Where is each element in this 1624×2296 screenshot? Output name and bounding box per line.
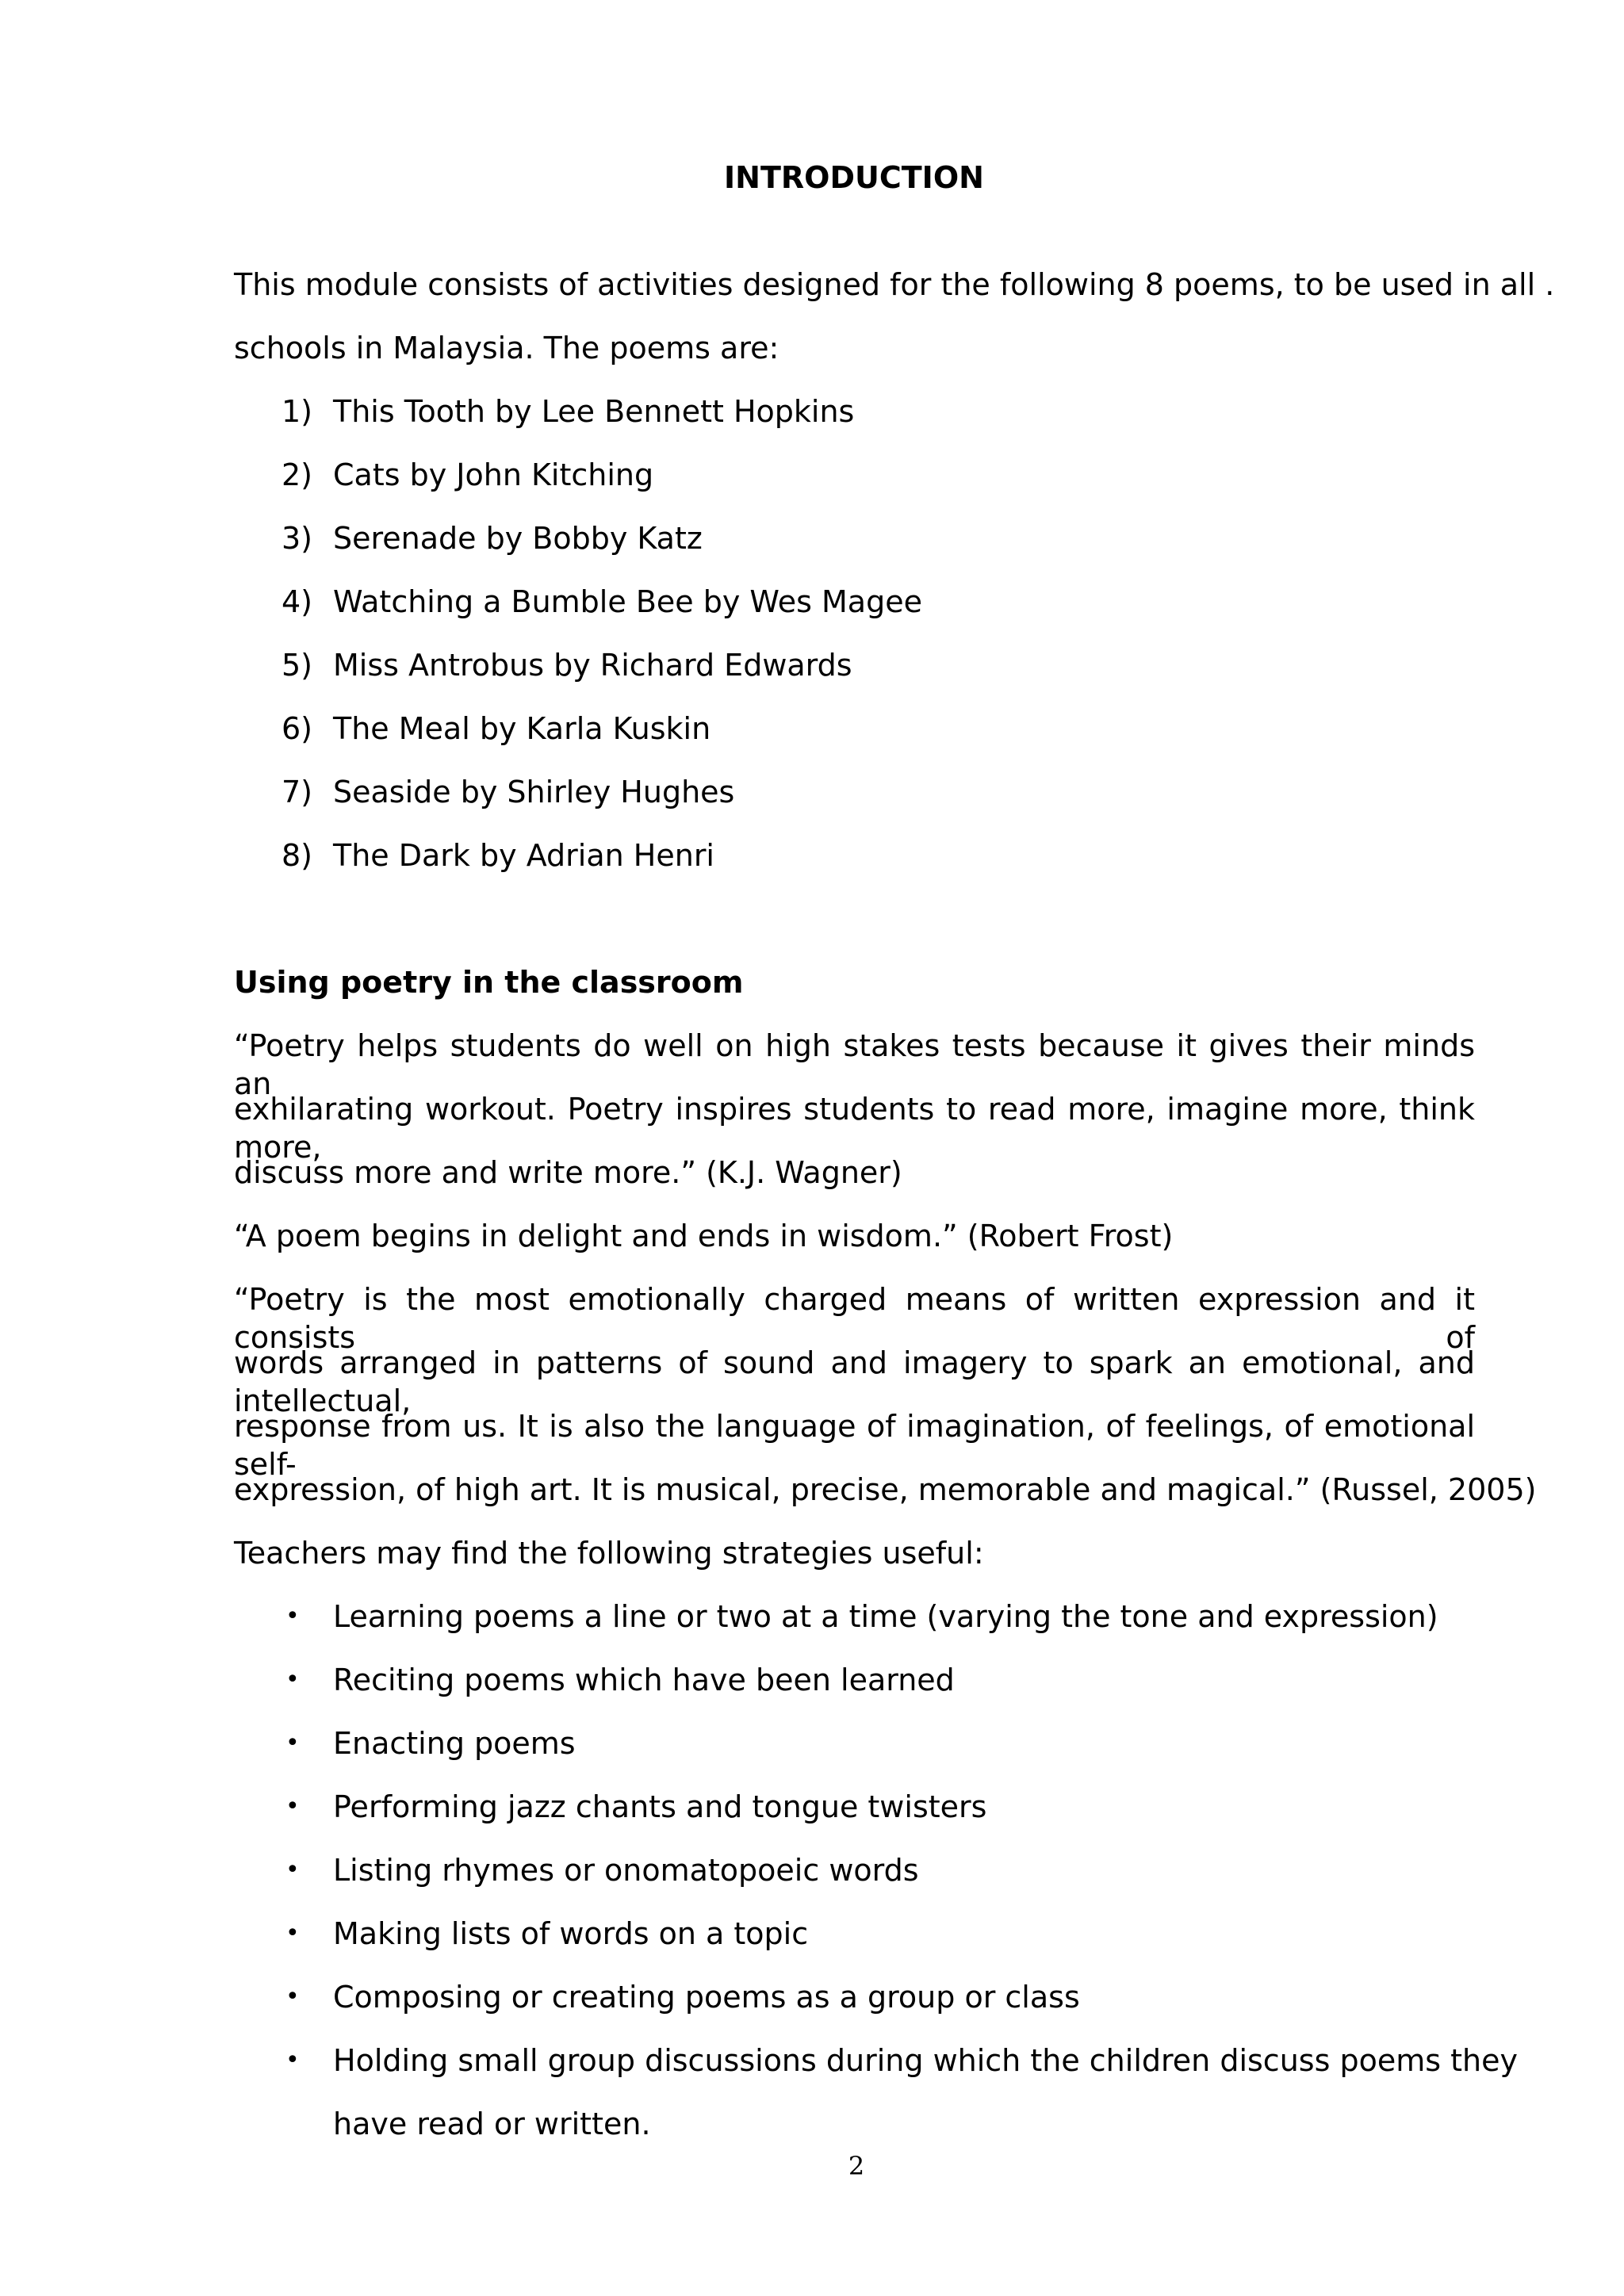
quote-russel-line-1: “Poetry is the most emotionally charged means of written expression and it consists of xyxy=(234,1282,1475,1355)
quote-russel-line-4: expression, of high art. It is musical, precise, memorable and magical.” (Russel, 2005) xyxy=(234,1472,1537,1507)
strategy-text: Learning poems a line or two at a time (varying the tone and expression) xyxy=(333,1599,1438,1634)
poem-number: 6) xyxy=(282,711,313,746)
strategy-text: Listing rhymes or onomatopoeic words xyxy=(333,1853,919,1888)
strategies-intro: Teachers may find the following strategies useful: xyxy=(234,1536,984,1571)
poem-number: 8) xyxy=(282,838,313,873)
poem-title: The Meal by Karla Kuskin xyxy=(333,711,711,746)
quote-russel-line-2: words arranged in patterns of sound and imagery to spark an emotional, and intellectual, xyxy=(234,1345,1475,1418)
poem-number: 1) xyxy=(282,394,313,429)
section-heading: Using poetry in the classroom xyxy=(234,965,744,1000)
strategy-text: Reciting poems which have been learned xyxy=(333,1663,955,1697)
poem-number: 2) xyxy=(282,457,313,492)
strategy-text-line-2: have read or written. xyxy=(333,2107,651,2141)
poem-title: The Dark by Adrian Henri xyxy=(333,838,714,873)
quote-wagner-line-2: exhilarating workout. Poetry inspires students to read more, imagine more, think more, xyxy=(234,1092,1475,1165)
bullet-icon: • xyxy=(285,2046,300,2074)
poem-title: This Tooth by Lee Bennett Hopkins xyxy=(333,394,855,429)
strategy-text-line-1: Holding small group discussions during which the children discuss poems they xyxy=(333,2043,1518,2078)
bullet-icon: • xyxy=(285,1666,300,1693)
bullet-icon: • xyxy=(285,1729,300,1757)
page-number: 2 xyxy=(848,2151,865,2181)
strategy-text: Enacting poems xyxy=(333,1726,576,1761)
quote-wagner-line-3: discuss more and write more.” (K.J. Wagner) xyxy=(234,1155,902,1190)
bullet-icon: • xyxy=(285,1919,300,1947)
bullet-icon: • xyxy=(285,1856,300,1884)
strategy-text: Making lists of words on a topic xyxy=(333,1916,809,1951)
poem-title: Cats by John Kitching xyxy=(333,457,654,492)
page-title: INTRODUCTION xyxy=(724,160,984,195)
poem-title: Seaside by Shirley Hughes xyxy=(333,775,735,809)
poem-number: 7) xyxy=(282,775,313,809)
bullet-icon: • xyxy=(285,1983,300,2011)
poem-number: 4) xyxy=(282,584,313,619)
poem-title: Miss Antrobus by Richard Edwards xyxy=(333,648,852,683)
intro-line-1: This module consists of activities designed for the following 8 poems, to be used in all . xyxy=(234,267,1555,302)
quote-russel-line-3: response from us. It is also the language of imagination, of feelings, of emotional self- xyxy=(234,1409,1475,1482)
quote-wagner-line-1: “Poetry helps students do well on high stakes tests because it gives their minds an xyxy=(234,1028,1475,1101)
poem-number: 5) xyxy=(282,648,313,683)
strategy-text: Performing jazz chants and tongue twisters xyxy=(333,1789,987,1824)
poem-number: 3) xyxy=(282,521,313,556)
bullet-icon: • xyxy=(285,1602,300,1630)
poem-title: Serenade by Bobby Katz xyxy=(333,521,703,556)
strategy-text: Composing or creating poems as a group or class xyxy=(333,1980,1080,2015)
quote-frost: “A poem begins in delight and ends in wisdom.” (Robert Frost) xyxy=(234,1219,1174,1253)
poem-title: Watching a Bumble Bee by Wes Magee xyxy=(333,584,922,619)
intro-line-2: schools in Malaysia. The poems are: xyxy=(234,331,779,365)
bullet-icon: • xyxy=(285,1793,300,1820)
